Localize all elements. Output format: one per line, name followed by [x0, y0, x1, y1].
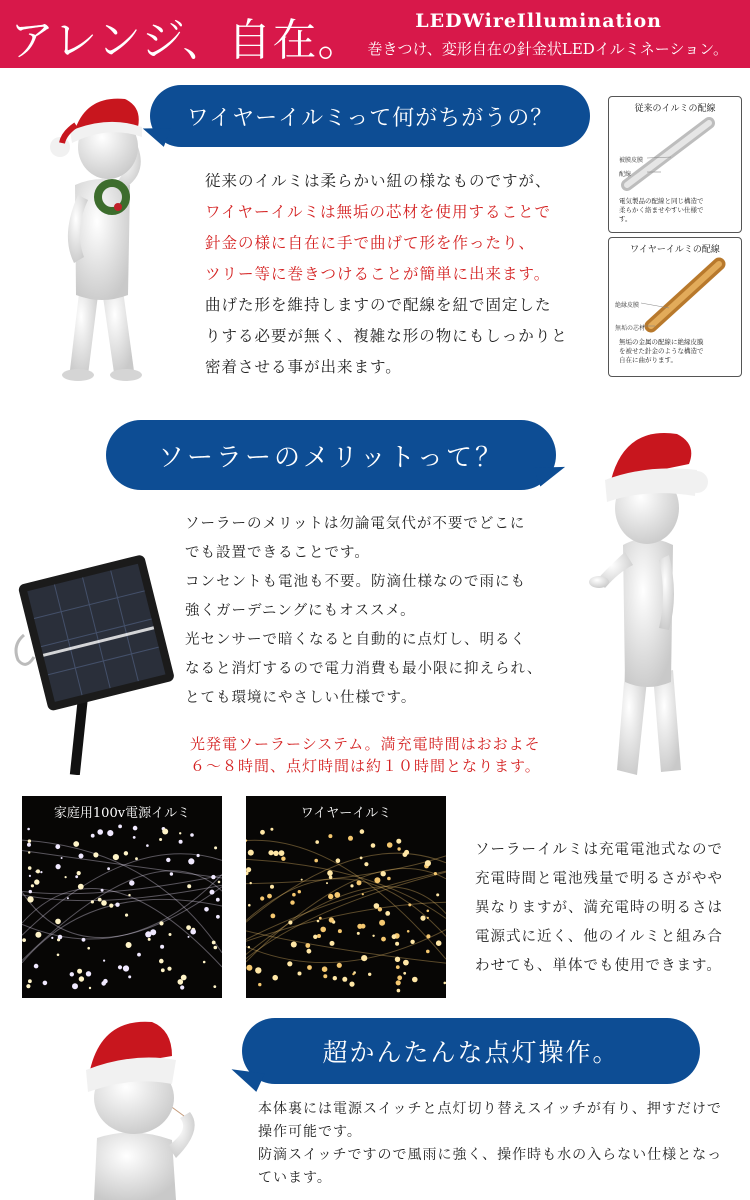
light-dot: [91, 900, 94, 903]
light-dot: [161, 968, 165, 972]
wire-description: [205, 166, 568, 383]
light-dot: [420, 916, 425, 921]
household-lights-illustration: [22, 796, 222, 998]
light-dot: [337, 963, 342, 968]
light-dot: [107, 867, 110, 870]
light-dot: [381, 871, 386, 876]
light-dot: [77, 969, 82, 974]
brightness-description: [475, 836, 723, 981]
light-dot: [212, 941, 216, 945]
light-dot: [72, 983, 78, 989]
light-dot: [427, 917, 429, 919]
light-dot: [268, 850, 273, 855]
text-line: 電気製品の配線と同じ構造で: [619, 197, 704, 205]
text-line: 電源式に近く、他のイルミと組み合: [475, 929, 723, 945]
light-dot: [342, 977, 347, 982]
light-dot: [396, 839, 401, 844]
light-dot: [79, 854, 84, 859]
page-title: アレンジ、自在。: [10, 15, 363, 66]
text-line: 針金の様に自在に手で曲げて形を作ったり、: [205, 234, 536, 252]
diagram-conventional-wiring: [608, 96, 742, 233]
light-dot: [320, 927, 326, 933]
light-dot: [387, 877, 391, 881]
light-dot: [246, 839, 247, 841]
light-dot: [58, 935, 63, 940]
light-dot: [103, 960, 105, 962]
light-dot: [246, 867, 251, 872]
light-dot: [159, 838, 162, 841]
light-dot: [372, 935, 374, 937]
light-dot: [374, 877, 380, 883]
light-dot: [396, 980, 401, 985]
diagram-description: [619, 197, 704, 224]
light-dot: [307, 965, 312, 970]
light-dot: [258, 983, 261, 986]
light-dot: [317, 934, 321, 938]
light-dot: [408, 903, 411, 906]
light-dot: [334, 892, 340, 898]
light-dot: [27, 896, 33, 902]
light-dot: [396, 965, 400, 969]
text-line: 防滴スイッチですので風雨に強く、操作時も水の入らない仕様となっ: [258, 1147, 723, 1163]
light-dot: [326, 882, 328, 884]
light-dot: [178, 979, 184, 985]
light-dot: [113, 854, 119, 860]
light-dot: [109, 904, 113, 908]
light-dot: [381, 937, 386, 942]
light-dot: [79, 976, 84, 981]
light-dot: [336, 858, 341, 863]
light-dot: [248, 946, 250, 948]
light-dot: [361, 955, 367, 961]
light-dot: [360, 829, 365, 834]
text-line: ソーラーイルミは充電電池式なので: [475, 842, 723, 858]
light-dot: [288, 920, 292, 924]
light-dot: [204, 907, 209, 912]
light-dot: [328, 834, 332, 838]
light-dot: [77, 871, 81, 875]
light-dot: [364, 862, 368, 866]
light-dot: [305, 943, 310, 948]
light-dot: [203, 961, 206, 964]
light-dot: [323, 974, 327, 978]
light-dot: [352, 973, 354, 975]
light-dot: [387, 842, 393, 848]
light-dot: [70, 972, 74, 976]
light-dot: [159, 959, 164, 964]
light-dot: [75, 875, 78, 878]
light-dot: [160, 945, 164, 949]
light-dot: [87, 947, 90, 950]
light-dot: [392, 934, 397, 939]
text-line: ソーラーのメリットは勿論電気代が不要でどこに: [185, 516, 526, 532]
light-dot: [133, 836, 136, 839]
light-dot: [179, 832, 181, 834]
wire-strand: [246, 887, 446, 955]
light-dot: [125, 914, 128, 917]
light-dot: [167, 967, 171, 971]
light-dot: [313, 935, 317, 939]
speech-bubble-tail: [533, 457, 568, 486]
diagram-description: [619, 338, 704, 365]
light-dot: [57, 954, 60, 957]
light-dot: [427, 910, 430, 913]
text-line: 操作可能です。: [258, 1124, 362, 1140]
light-dot: [188, 936, 190, 938]
text-line: ワイヤーイルミは無垢の芯材を使用することで: [205, 203, 552, 221]
light-dot: [379, 920, 385, 926]
text-line: りする必要が無く、複雑な形の物にもしっかりと: [205, 327, 568, 345]
wire-strand: [246, 931, 446, 963]
wire-strand: [246, 872, 446, 959]
light-dot: [281, 857, 285, 861]
light-dot: [78, 884, 84, 890]
text-line: 密着させる事が出来ます。: [205, 358, 402, 376]
light-dot: [287, 961, 292, 966]
light-dot: [333, 976, 337, 980]
diagram-label-coating: 被膜皮膜: [619, 157, 644, 164]
light-dot: [412, 977, 418, 983]
light-dot: [82, 938, 86, 942]
light-dot: [314, 859, 318, 863]
section-heading-text: ワイヤーイルミって何がちがうの？: [186, 105, 554, 131]
light-dot: [124, 851, 128, 855]
santa-figure-pointing: [72, 1018, 222, 1200]
light-dot: [211, 875, 215, 879]
light-dot: [426, 934, 430, 938]
light-dot: [98, 898, 102, 902]
light-dot: [436, 893, 439, 896]
light-dot: [56, 864, 61, 869]
light-dot: [190, 833, 194, 837]
light-dot: [28, 839, 31, 842]
diagram-label-insulation: 絶縁皮膜: [615, 302, 640, 309]
light-dot: [248, 850, 254, 856]
section-heading-text: 超かんたんな点灯操作。: [322, 1038, 620, 1067]
text-line: 柔らかく絡ませやすい仕様で: [619, 206, 704, 214]
diagram-wire-illumination: [608, 237, 742, 377]
light-dot: [385, 911, 390, 916]
light-dot: [444, 982, 447, 985]
section-heading-text: ソーラーのメリットって？: [158, 442, 504, 473]
light-dot: [395, 957, 400, 962]
text-line: 充電時間と電池残量で明るさがやや: [475, 871, 723, 887]
light-dot: [315, 840, 319, 844]
light-dot: [28, 851, 30, 853]
light-dot: [118, 965, 122, 969]
light-dot: [425, 860, 431, 866]
light-dot: [267, 894, 272, 899]
light-dot: [146, 844, 149, 847]
light-dot: [292, 893, 296, 897]
light-dot: [34, 964, 39, 969]
light-dot: [360, 857, 363, 860]
light-dot: [101, 981, 106, 986]
light-dot: [28, 979, 32, 983]
light-dot: [186, 925, 191, 930]
light-dot: [29, 875, 31, 877]
light-dot: [40, 871, 42, 873]
light-dot: [271, 914, 276, 919]
diagram-title: 従来のイルミの配線: [634, 104, 716, 114]
light-dot: [115, 903, 119, 907]
light-dot: [214, 846, 217, 849]
light-dot: [350, 884, 353, 887]
light-dot: [123, 965, 129, 971]
light-dot: [118, 825, 122, 829]
light-dot: [327, 870, 333, 876]
light-dot: [73, 841, 79, 847]
light-dot: [218, 881, 221, 884]
light-dot: [89, 987, 91, 989]
header-english-title: LEDWireIllumination: [415, 10, 662, 32]
light-dot: [250, 882, 252, 884]
light-dot: [216, 915, 220, 919]
light-dot: [213, 985, 216, 988]
light-dot: [397, 989, 401, 993]
light-dot: [357, 932, 360, 935]
light-dot: [150, 929, 156, 935]
solar-charge-info: [190, 733, 541, 777]
light-dot: [374, 903, 380, 909]
light-dot: [338, 929, 342, 933]
light-dot: [129, 880, 134, 885]
light-dot: [97, 829, 103, 835]
light-dot: [29, 890, 32, 893]
light-dot: [188, 858, 194, 864]
text-line: を被せた針金のような構造で: [619, 347, 704, 355]
light-dot: [214, 946, 218, 950]
light-dot: [317, 920, 320, 923]
light-dot: [426, 950, 430, 954]
wire-strand: [246, 853, 446, 922]
wire-strand: [22, 889, 222, 967]
photo-label: 家庭用100v電源イルミ: [53, 806, 191, 821]
light-dot: [319, 917, 322, 920]
light-dot: [166, 858, 170, 862]
light-dot: [290, 900, 294, 904]
text-line: なると消灯するので電力消費も最小限に抑えられ、: [185, 661, 543, 677]
light-dot: [170, 872, 173, 875]
light-dot: [291, 942, 297, 948]
solar-description: [185, 510, 542, 713]
light-dot: [328, 894, 333, 899]
light-dot: [179, 840, 183, 844]
light-dot: [67, 897, 69, 899]
text-line: とても環境にやさしい仕様です。: [185, 690, 417, 706]
light-dot: [35, 932, 41, 938]
text-line: ６～８時間、点灯時間は約１０時間となります。: [190, 757, 541, 775]
text-line: わせても、単体でも使用できます。: [475, 958, 722, 974]
light-dot: [107, 830, 113, 836]
light-dot: [329, 917, 334, 922]
light-dot: [101, 889, 104, 892]
diagram-label-wire: 配線: [619, 171, 632, 178]
speech-bubble-tail: [227, 1060, 264, 1092]
light-dot: [187, 884, 191, 888]
text-line: 光センサーで暗くなると自動的に点灯し、明るく: [185, 632, 526, 648]
light-dot: [279, 850, 285, 856]
light-dot: [270, 885, 274, 889]
operation-description: [258, 1098, 722, 1190]
solar-panel-image: [10, 545, 175, 775]
section-heading-solar: [106, 420, 556, 490]
light-dot: [246, 965, 252, 971]
light-dot: [91, 834, 95, 838]
wire-strand: [246, 879, 446, 937]
section-heading-wire: [150, 85, 590, 147]
text-line: 曲げた形を維持しますので配線を紐で固定した: [205, 296, 552, 314]
light-dot: [434, 872, 437, 875]
light-dot: [407, 930, 410, 933]
light-dot: [210, 890, 215, 895]
light-dot: [397, 847, 400, 850]
light-dot: [65, 876, 67, 878]
text-line: 無垢の金属の配線に絶縁皮膜: [619, 338, 704, 346]
light-dot: [51, 937, 53, 939]
light-dot: [273, 851, 278, 856]
light-dot: [162, 829, 168, 835]
light-dot: [361, 924, 366, 929]
light-dot: [135, 857, 138, 860]
text-line: 従来のイルミは柔らかい紐の様なものですが、: [205, 172, 552, 190]
light-dot: [148, 938, 151, 941]
light-dot: [55, 919, 61, 925]
light-dot: [357, 880, 362, 885]
light-dot: [397, 975, 402, 980]
light-dot: [27, 843, 31, 847]
wire-strand: [246, 871, 446, 939]
text-line: す。: [619, 215, 632, 223]
photo-label: ワイヤーイルミ: [300, 806, 392, 821]
santa-figure-presenting: [585, 420, 745, 780]
diagram-title: ワイヤーイルミの配線: [630, 245, 720, 255]
light-dot: [86, 971, 91, 976]
light-dot: [31, 884, 34, 887]
light-dot: [260, 830, 265, 835]
light-dot: [362, 893, 364, 895]
light-dot: [270, 828, 273, 831]
light-dot: [133, 826, 138, 831]
light-dot: [169, 933, 172, 936]
light-dot: [128, 894, 130, 896]
light-dot: [28, 866, 32, 870]
wire-strand: [246, 856, 446, 884]
light-dot: [322, 966, 328, 972]
diagram-label-core: 無垢の芯材: [615, 325, 646, 332]
light-dot: [298, 972, 302, 976]
light-dot: [301, 879, 303, 881]
light-dot: [197, 854, 200, 857]
light-dot: [403, 972, 406, 975]
text-line: コンセントも電池も不要。防滴仕様なので雨にも: [185, 574, 526, 590]
light-dot: [22, 938, 26, 942]
light-dot: [395, 942, 399, 946]
text-line: 光発電ソーラーシステム。満充電時間はおおよそ: [190, 735, 541, 753]
light-dot: [348, 836, 353, 841]
light-dot: [403, 852, 408, 857]
light-dot: [34, 879, 39, 884]
header-banner: [0, 0, 750, 68]
wire-strand: [246, 930, 446, 963]
light-dot: [55, 844, 60, 849]
light-dot: [307, 949, 312, 954]
light-dot: [248, 904, 251, 907]
light-dot: [403, 960, 409, 966]
wire-lights-illustration: [246, 796, 446, 998]
light-dot: [298, 890, 301, 893]
light-dot: [216, 898, 220, 902]
light-dot: [371, 843, 376, 848]
light-dot: [190, 929, 196, 935]
light-dot: [368, 973, 371, 976]
light-dot: [410, 940, 414, 944]
light-dot: [330, 941, 335, 946]
light-dot: [128, 975, 131, 978]
light-dot: [43, 981, 48, 986]
light-dot: [180, 985, 184, 989]
light-dot: [159, 921, 163, 925]
light-dot: [137, 953, 141, 957]
light-dot: [329, 876, 333, 880]
text-line: 自在に曲がります。: [619, 356, 677, 364]
light-dot: [36, 869, 40, 873]
text-line: でも設置できることです。: [185, 545, 370, 561]
photo-household-illumination: [22, 796, 222, 998]
light-dot: [272, 975, 278, 981]
section-heading-operation: [242, 1018, 700, 1084]
text-line: ています。: [258, 1170, 332, 1186]
text-line: 強くガーデニングにもオススメ。: [185, 603, 416, 619]
light-dot: [436, 940, 442, 946]
light-dot: [126, 942, 132, 948]
text-line: 本体裏には電源スイッチと点灯切り替えスイッチが有り、押すだけで: [258, 1101, 722, 1117]
text-line: 異なりますが、満充電時の明るさは: [475, 900, 723, 916]
light-dot: [101, 900, 107, 906]
light-dot: [27, 828, 30, 831]
light-dot: [260, 896, 264, 900]
light-dot: [61, 857, 63, 859]
light-dot: [255, 967, 261, 973]
light-dot: [26, 984, 30, 988]
photo-wire-illumination: [246, 796, 446, 998]
light-dot: [93, 852, 98, 857]
text-line: ツリー等に巻きつけることが簡単に出来ます。: [205, 265, 551, 283]
header-subtitle: 巻きつけ、変形自在の針金状LEDイルミネーション。: [367, 40, 728, 58]
light-dot: [349, 982, 354, 987]
